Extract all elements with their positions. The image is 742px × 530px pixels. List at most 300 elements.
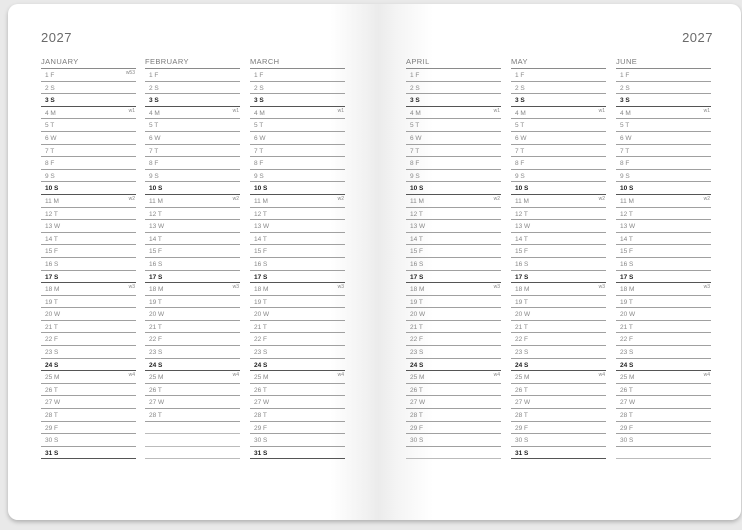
day-label: 18 M [45, 286, 60, 294]
day-label: 19 T [149, 298, 162, 306]
day-row[interactable] [250, 195, 345, 208]
day-row[interactable] [250, 119, 345, 132]
day-row[interactable] [145, 296, 240, 309]
day-row[interactable] [250, 409, 345, 422]
day-row[interactable] [41, 447, 136, 460]
day-row[interactable] [406, 132, 501, 145]
day-row[interactable] [616, 296, 711, 309]
day-label: 30 S [620, 437, 634, 445]
day-row[interactable] [616, 119, 711, 132]
day-row[interactable] [250, 170, 345, 183]
day-label: 19 T [254, 298, 267, 306]
day-label: 29 F [620, 424, 634, 432]
day-label: 23 S [620, 349, 634, 357]
day-label: 4 M [515, 109, 526, 117]
day-label: 26 T [410, 386, 423, 394]
day-label: 14 T [45, 235, 58, 243]
day-row[interactable] [250, 258, 345, 271]
day-label: 13 W [410, 223, 426, 231]
day-label: 27 W [620, 399, 636, 407]
day-row[interactable] [406, 359, 501, 372]
day-row[interactable] [145, 359, 240, 372]
day-label: 8 F [45, 160, 55, 168]
day-label: 6 W [149, 134, 161, 142]
day-label: 22 F [410, 336, 424, 344]
day-row[interactable] [511, 422, 606, 435]
day-label: 20 W [410, 311, 426, 319]
day-row[interactable] [511, 359, 606, 372]
day-row[interactable] [406, 170, 501, 183]
day-row[interactable] [511, 119, 606, 132]
day-row[interactable] [511, 447, 606, 460]
day-row[interactable] [41, 119, 136, 132]
day-row[interactable] [145, 195, 240, 208]
day-label: 23 S [410, 349, 424, 357]
day-row[interactable] [41, 69, 136, 82]
day-label: 26 T [45, 386, 58, 394]
day-label: 15 F [620, 248, 634, 256]
day-row[interactable] [250, 371, 345, 384]
day-label: 23 S [149, 349, 163, 357]
day-label: 1 F [410, 72, 420, 79]
day-row[interactable] [250, 145, 345, 158]
empty-row [145, 422, 240, 435]
day-row[interactable] [616, 208, 711, 221]
day-label: 9 S [515, 172, 525, 180]
day-row[interactable] [41, 94, 136, 107]
day-label: 5 T [45, 122, 55, 130]
day-row[interactable] [41, 195, 136, 208]
day-label: 28 T [410, 412, 423, 420]
week-number: w3 [337, 284, 344, 291]
week-number: w2 [337, 195, 344, 202]
day-row[interactable] [511, 245, 606, 258]
day-row[interactable] [41, 220, 136, 233]
day-row[interactable] [145, 333, 240, 346]
day-row[interactable] [41, 182, 136, 195]
day-row[interactable] [616, 132, 711, 145]
day-row[interactable] [250, 359, 345, 372]
day-row[interactable] [41, 409, 136, 422]
day-label: 24 S [410, 361, 424, 369]
week-number: w3 [232, 284, 239, 291]
day-label: 28 T [515, 412, 528, 420]
day-row[interactable] [406, 258, 501, 271]
day-label: 5 T [515, 122, 525, 130]
day-row[interactable] [511, 208, 606, 221]
day-label: 28 T [149, 412, 162, 420]
day-label: 15 F [254, 248, 268, 256]
day-row[interactable] [511, 82, 606, 95]
day-row[interactable] [511, 69, 606, 82]
day-label: 4 M [254, 109, 265, 117]
day-row[interactable] [145, 170, 240, 183]
day-row[interactable] [406, 271, 501, 284]
day-row[interactable] [616, 396, 711, 409]
day-row[interactable] [145, 371, 240, 384]
day-label: 17 S [45, 273, 59, 281]
day-row[interactable] [250, 447, 345, 460]
day-row[interactable] [406, 182, 501, 195]
day-row[interactable] [616, 384, 711, 397]
day-label: 15 F [410, 248, 424, 256]
week-number: w1 [703, 107, 710, 114]
day-label: 17 S [254, 273, 268, 281]
day-row[interactable] [406, 119, 501, 132]
day-row[interactable] [616, 145, 711, 158]
day-row[interactable] [406, 346, 501, 359]
day-label: 5 T [149, 122, 159, 130]
day-row[interactable] [406, 233, 501, 246]
day-label: 3 S [620, 97, 630, 105]
day-label: 30 S [45, 437, 59, 445]
day-row[interactable] [145, 271, 240, 284]
day-label: 8 F [149, 160, 159, 168]
day-label: 20 W [45, 311, 61, 319]
month-name: FEBRUARY [145, 56, 240, 69]
week-number: w2 [703, 195, 710, 202]
day-row[interactable] [406, 371, 501, 384]
day-row[interactable] [41, 371, 136, 384]
day-label: 18 M [620, 286, 635, 294]
day-row[interactable] [406, 195, 501, 208]
day-row[interactable] [616, 308, 711, 321]
day-label: 11 M [620, 197, 634, 205]
day-row[interactable] [41, 434, 136, 447]
day-row[interactable] [406, 409, 501, 422]
day-row[interactable] [41, 245, 136, 258]
month-column-march [250, 56, 345, 459]
day-label: 21 T [254, 323, 267, 331]
month-name: MAY [511, 56, 606, 69]
day-row[interactable] [41, 107, 136, 120]
day-row[interactable] [145, 182, 240, 195]
day-label: 14 T [410, 235, 423, 243]
day-label: 20 W [254, 311, 270, 319]
day-label: 7 T [620, 147, 630, 155]
day-row[interactable] [250, 94, 345, 107]
day-row[interactable] [406, 384, 501, 397]
day-label: 16 S [515, 260, 529, 268]
month-name: MARCH [250, 56, 345, 69]
day-row[interactable] [406, 82, 501, 95]
day-row[interactable] [616, 82, 711, 95]
day-label: 1 F [45, 72, 55, 79]
day-label: 10 S [515, 185, 529, 193]
day-row[interactable] [250, 220, 345, 233]
day-row[interactable] [616, 94, 711, 107]
day-row[interactable] [145, 208, 240, 221]
planner-spread [8, 4, 741, 520]
day-row[interactable] [406, 208, 501, 221]
day-row[interactable] [616, 371, 711, 384]
day-label: 25 M [515, 374, 530, 382]
day-label: 17 S [620, 273, 634, 281]
day-label: 24 S [45, 361, 59, 369]
day-row[interactable] [511, 157, 606, 170]
day-row[interactable] [145, 69, 240, 82]
day-label: 9 S [410, 172, 420, 180]
week-number: w2 [493, 195, 500, 202]
day-row[interactable] [145, 119, 240, 132]
day-row[interactable] [41, 170, 136, 183]
day-row[interactable] [511, 321, 606, 334]
day-row[interactable] [616, 346, 711, 359]
week-number: w4 [703, 372, 710, 379]
day-row[interactable] [616, 409, 711, 422]
day-row[interactable] [406, 434, 501, 447]
day-row[interactable] [145, 409, 240, 422]
week-number: w4 [128, 372, 135, 379]
day-row[interactable] [616, 359, 711, 372]
day-label: 1 F [254, 72, 264, 79]
day-row[interactable] [511, 409, 606, 422]
day-row[interactable] [41, 271, 136, 284]
day-row[interactable] [616, 434, 711, 447]
day-row[interactable] [250, 208, 345, 221]
day-row[interactable] [511, 384, 606, 397]
day-row[interactable] [145, 321, 240, 334]
day-row[interactable] [250, 233, 345, 246]
month-column-april [406, 56, 501, 459]
day-label: 13 W [620, 223, 636, 231]
day-row[interactable] [250, 308, 345, 321]
day-row[interactable] [511, 132, 606, 145]
day-label: 31 S [45, 449, 59, 457]
day-row[interactable] [511, 283, 606, 296]
day-row[interactable] [41, 258, 136, 271]
day-row[interactable] [616, 157, 711, 170]
day-label: 3 S [45, 97, 55, 105]
year-right: 2027 [682, 30, 713, 45]
day-row[interactable] [41, 396, 136, 409]
day-row[interactable] [511, 145, 606, 158]
month-name: JUNE [616, 56, 711, 69]
day-row[interactable] [616, 271, 711, 284]
day-row[interactable] [511, 371, 606, 384]
day-label: 7 T [254, 147, 264, 155]
day-label: 21 T [45, 323, 58, 331]
day-label: 10 S [45, 185, 59, 193]
day-row[interactable] [145, 308, 240, 321]
day-row[interactable] [616, 220, 711, 233]
day-row[interactable] [41, 308, 136, 321]
day-label: 9 S [45, 172, 55, 180]
day-row[interactable] [41, 208, 136, 221]
week-number: w2 [128, 195, 135, 202]
day-row[interactable] [145, 283, 240, 296]
day-label: 6 W [45, 134, 57, 142]
day-row[interactable] [250, 396, 345, 409]
day-label: 24 S [515, 361, 529, 369]
day-label: 13 W [254, 223, 270, 231]
day-row[interactable] [511, 182, 606, 195]
day-row[interactable] [145, 346, 240, 359]
day-label: 18 M [254, 286, 269, 294]
day-row[interactable] [511, 94, 606, 107]
day-row[interactable] [511, 220, 606, 233]
day-row[interactable] [511, 333, 606, 346]
empty-row [145, 434, 240, 447]
day-row[interactable] [511, 346, 606, 359]
day-row[interactable] [250, 346, 345, 359]
day-row[interactable] [250, 157, 345, 170]
day-label: 21 T [410, 323, 423, 331]
day-label: 3 S [515, 97, 525, 105]
day-row[interactable] [511, 170, 606, 183]
day-row[interactable] [616, 182, 711, 195]
day-row[interactable] [616, 233, 711, 246]
day-label: 23 S [515, 349, 529, 357]
day-label: 12 T [45, 210, 58, 218]
day-row[interactable] [250, 283, 345, 296]
day-row[interactable] [250, 333, 345, 346]
day-row[interactable] [616, 69, 711, 82]
day-row[interactable] [511, 434, 606, 447]
day-label: 20 W [149, 311, 165, 319]
day-row[interactable] [616, 283, 711, 296]
day-row[interactable] [250, 69, 345, 82]
day-label: 25 M [254, 374, 269, 382]
day-row[interactable] [406, 308, 501, 321]
day-row[interactable] [145, 233, 240, 246]
day-row[interactable] [406, 422, 501, 435]
day-label: 15 F [515, 248, 529, 256]
day-row[interactable] [41, 82, 136, 95]
day-label: 17 S [149, 273, 163, 281]
day-row[interactable] [406, 296, 501, 309]
day-row[interactable] [250, 107, 345, 120]
day-label: 22 F [149, 336, 163, 344]
day-row[interactable] [41, 296, 136, 309]
day-row[interactable] [616, 333, 711, 346]
day-row[interactable] [511, 271, 606, 284]
day-label: 2 S [410, 84, 420, 92]
month-column-may [511, 56, 606, 459]
day-row[interactable] [145, 132, 240, 145]
day-label: 11 M [45, 197, 59, 205]
day-row[interactable] [616, 245, 711, 258]
day-row[interactable] [41, 283, 136, 296]
week-number: w3 [128, 284, 135, 291]
day-row[interactable] [250, 82, 345, 95]
day-label: 27 W [515, 399, 531, 407]
day-label: 7 T [149, 147, 159, 155]
day-row[interactable] [41, 384, 136, 397]
day-row[interactable] [406, 396, 501, 409]
empty-row [616, 447, 711, 460]
day-row[interactable] [616, 170, 711, 183]
day-label: 30 S [515, 437, 529, 445]
day-row[interactable] [511, 308, 606, 321]
day-row[interactable] [145, 245, 240, 258]
day-label: 24 S [149, 361, 163, 369]
day-row[interactable] [145, 94, 240, 107]
day-row[interactable] [616, 195, 711, 208]
day-row[interactable] [406, 157, 501, 170]
day-label: 9 S [620, 172, 630, 180]
day-row[interactable] [406, 69, 501, 82]
day-label: 16 S [254, 260, 268, 268]
day-row[interactable] [145, 396, 240, 409]
day-row[interactable] [511, 233, 606, 246]
day-row[interactable] [406, 107, 501, 120]
day-label: 10 S [620, 185, 634, 193]
day-row[interactable] [250, 182, 345, 195]
day-label: 26 T [515, 386, 528, 394]
day-row[interactable] [406, 245, 501, 258]
day-row[interactable] [41, 233, 136, 246]
day-row[interactable] [145, 258, 240, 271]
day-row[interactable] [250, 384, 345, 397]
day-row[interactable] [250, 422, 345, 435]
day-row[interactable] [250, 271, 345, 284]
day-label: 24 S [254, 361, 268, 369]
day-label: 12 T [515, 210, 528, 218]
day-row[interactable] [145, 82, 240, 95]
day-row[interactable] [406, 321, 501, 334]
day-label: 28 T [254, 412, 267, 420]
day-label: 22 F [620, 336, 634, 344]
day-label: 16 S [410, 260, 424, 268]
day-label: 11 M [515, 197, 529, 205]
day-label: 8 F [515, 160, 525, 168]
day-row[interactable] [41, 145, 136, 158]
day-row[interactable] [250, 321, 345, 334]
day-row[interactable] [406, 333, 501, 346]
day-row[interactable] [145, 145, 240, 158]
day-row[interactable] [41, 422, 136, 435]
day-label: 1 F [515, 72, 525, 79]
day-row[interactable] [406, 145, 501, 158]
day-row[interactable] [41, 157, 136, 170]
day-row[interactable] [41, 346, 136, 359]
day-row[interactable] [406, 283, 501, 296]
day-label: 10 S [410, 185, 424, 193]
day-row[interactable] [616, 422, 711, 435]
day-row[interactable] [250, 296, 345, 309]
day-row[interactable] [250, 434, 345, 447]
day-row[interactable] [41, 359, 136, 372]
day-row[interactable] [511, 195, 606, 208]
day-row[interactable] [511, 107, 606, 120]
day-row[interactable] [616, 321, 711, 334]
day-row[interactable] [511, 296, 606, 309]
day-row[interactable] [511, 258, 606, 271]
day-row[interactable] [41, 132, 136, 145]
day-row[interactable] [145, 157, 240, 170]
day-row[interactable] [406, 220, 501, 233]
day-label: 3 S [254, 97, 264, 105]
day-row[interactable] [616, 107, 711, 120]
day-row[interactable] [145, 107, 240, 120]
day-row[interactable] [511, 396, 606, 409]
day-row[interactable] [145, 220, 240, 233]
day-row[interactable] [145, 384, 240, 397]
day-row[interactable] [616, 258, 711, 271]
day-row[interactable] [406, 94, 501, 107]
day-row[interactable] [41, 333, 136, 346]
day-row[interactable] [250, 132, 345, 145]
day-label: 26 T [149, 386, 162, 394]
day-row[interactable] [250, 245, 345, 258]
day-label: 2 S [149, 84, 159, 92]
day-row[interactable] [41, 321, 136, 334]
day-label: 29 F [410, 424, 424, 432]
day-label: 5 T [620, 122, 630, 130]
day-label: 14 T [254, 235, 267, 243]
empty-row [145, 447, 240, 460]
